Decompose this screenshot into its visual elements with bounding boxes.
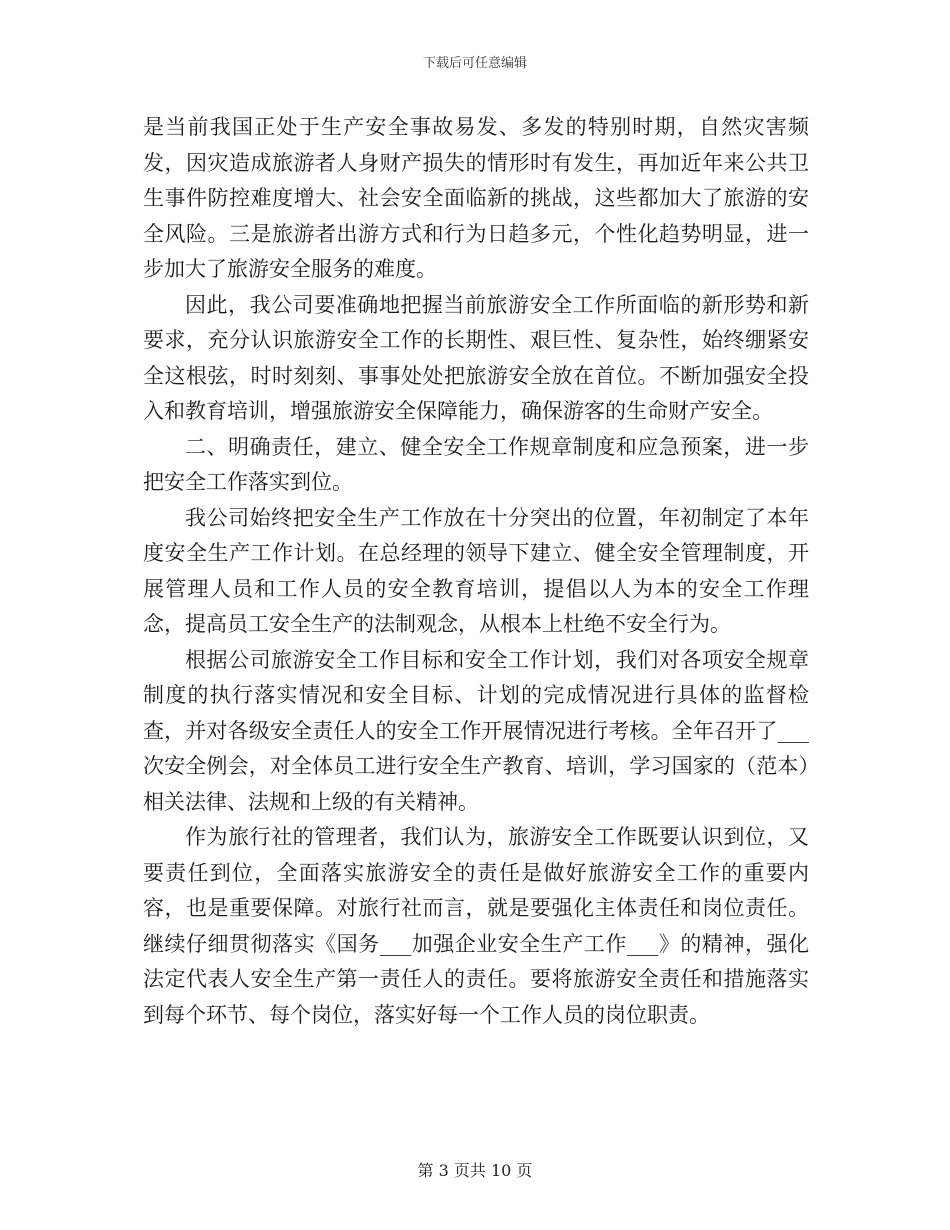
- paragraph-1: 是当前我国正处于生产安全事故易发、多发的特别时期，自然灾害频发，因灾造成旅游者人身财产损失的情形时有发生，再加近年来公共卫生事件防控难度增大、社会安全面临新的挑战，这些都加大了旅游的安全风险。三是旅游者出游方式和行为日趋多元，个性化趋势明显，进一步加大了旅游安全服务的难度。: [143, 115, 809, 281]
- paragraph-4: 我公司始终把安全生产工作放在十分突出的位置，年初制定了本年度安全生产工作计划。在总经理的领导下建立、健全安全管理制度，开展管理人员和工作人员的安全教育培训，提倡以人为本的安全工作理念，提高员工安全生产的法制观念，从根本上杜绝不安全行为。: [143, 505, 809, 636]
- page-header-note: 下载后可任意编辑: [422, 56, 527, 71]
- paragraph-3: 二、明确责任，建立、健全安全工作规章制度和应急预案，进一步把安全工作落实到位。: [143, 434, 809, 494]
- paragraph-2: 因此，我公司要准确地把握当前旅游安全工作所面临的新形势和新要求，充分认识旅游安全工作的长期性、艰巨性、复杂性，始终绷紧安全这根弦，时时刻刻、事事处处把旅游安全放在首位。不断加强安全投入和教育培训，增强旅游安全保障能力，确保游客的生命财产安全。: [143, 292, 809, 423]
- paragraph-5: 根据公司旅游安全工作目标和安全工作计划，我们对各项安全规章制度的执行落实情况和安全目标、计划的完成情况进行具体的监督检查，并对各级安全责任人的安全工作开展情况进行考核。全年召开了___次安全例会，对全体员工进行安全生产教育、培训，学习国家的（范本）相关法律、法规和上级的有关精神。: [143, 647, 809, 814]
- paragraph-6: 作为旅行社的管理者，我们认为，旅游安全工作既要认识到位，又要责任到位，全面落实旅游安全的责任是做好旅游安全工作的重要内容，也是重要保障。对旅行社而言，就是要强化主体责任和岗位责任。继续仔细贯彻落实《国务___加强企业安全生产工作___》的精神，强化法定代表人安全生产第一责任人的责任。要将旅游安全责任和措施落实到每个环节、每个岗位，落实好每一个工作人员的岗位职责。: [143, 825, 809, 1027]
- page-number-footer: 第 3 页共 10 页: [417, 1161, 533, 1180]
- document-body: [143, 110, 809, 1033]
